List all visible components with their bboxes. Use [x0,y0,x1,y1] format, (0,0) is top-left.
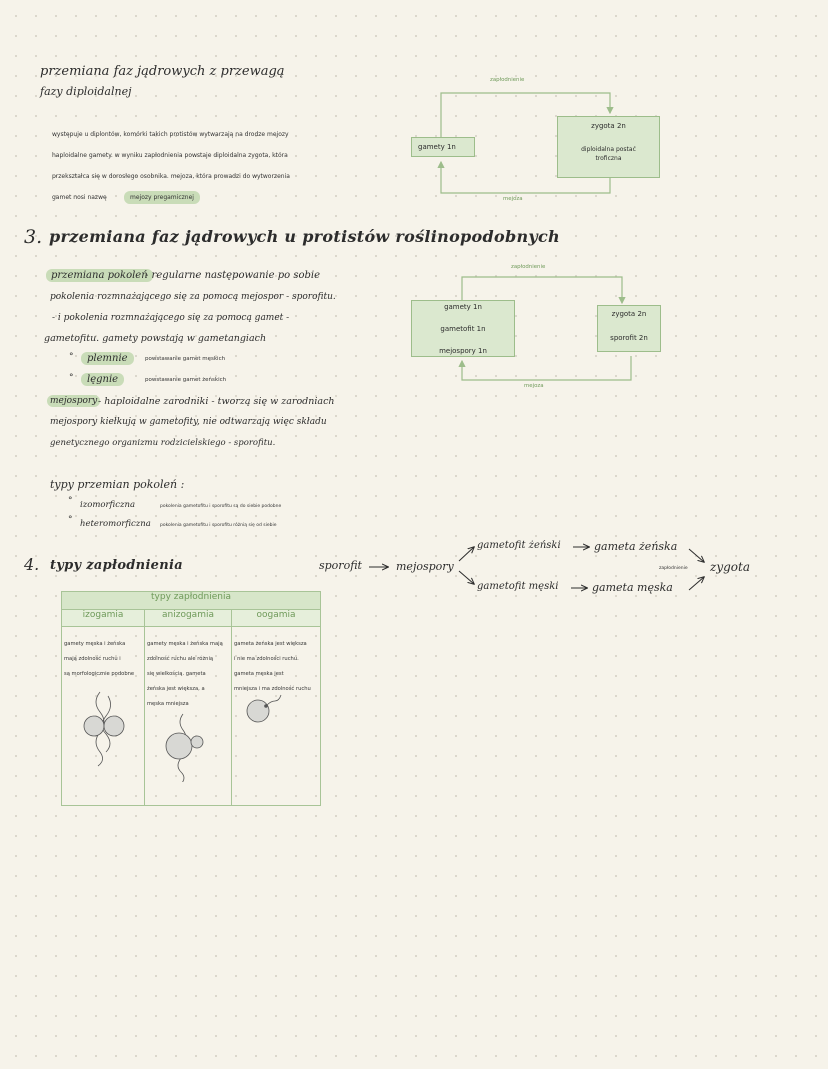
diagram1-trophic-label: troficzna [595,155,622,162]
flow-meiospores: mejospory [396,560,454,573]
diagram1-zygote-label: zygota 2n [591,122,626,130]
table-cell-anisogamy [145,627,232,806]
section3-line: pokolenia rozmnażającego się za pomocą mejospor - sporofitu. [50,292,336,302]
cell-line: są morfologicznie podobne [64,671,135,677]
diagram3-haploid-box [411,300,515,357]
flow-sporophyte: sporofit [319,559,362,572]
bullet-desc: powstawanie gamet żeńskich [145,377,227,383]
flow-zygote: zygota [710,560,750,574]
diagram1-meiosis-label: mejoza [503,196,523,202]
section1-line: gamet nosi nazwę [52,194,107,201]
cell-line: gamety męska i żeńska mają [147,641,223,647]
diagram3-sporophyte-label: sporofit 2n [610,334,648,342]
type-desc: pokolenia gametofitu i sporofitu różnią się od siebie [160,523,277,528]
section3-number: 3. [24,226,43,248]
bullet-icon: ° [69,352,74,362]
diagram1-diploid-label: diploidalna postać [581,146,636,153]
bullet-desc: powstawanie gamet męskich [145,356,226,362]
bullet-term: lęgnie [81,373,124,386]
cell-line: mają zdolność ruchu i [64,656,121,662]
section3-line: mejospory kiełkują w gametofity, nie odtwarzają więc składu [50,417,327,427]
diagram1-fertilization-label: zapłodnienie [490,77,525,83]
section1-line: przekształca się w dorosłego osobnika. mejoza, która prowadzi do wytworzenia [52,173,290,180]
flow-fertilization: zapłodnienie [659,566,688,571]
section3-types-title: typy przemian pokoleń : [50,478,185,491]
flow-gametophyte-male: gametofit męski [477,581,559,592]
section3-line: - i pokolenia rozmnażającego się za pomocą gamet - [52,313,290,323]
section1-title: przemiana faz jądrowych z przewagą [40,64,285,79]
section3-line: gametofitu. gamety powstają w gametangiach [44,333,267,344]
section3-line: genetycznego organizmu rodzicielskiego - sporofitu. [50,438,276,448]
diagram1-gametes-box [411,137,475,157]
section1-highlight: mejozy pregamicznej [124,191,200,204]
cell-line: gamety męska i żeńska [64,641,126,647]
cell-line: się wielkością. gameta [147,671,206,677]
section1-line: haploidalne gamety. w wyniku zapłodnienia powstaje diploidalna zygota, która [52,152,288,159]
diagram1-gametes-label: gamety 1n [418,143,456,151]
diagram3-zygote-label: zygota 2n [611,310,647,318]
diagram3-diploid-box [597,305,661,352]
diagram3-gametophyte-label: gametofit 1n [440,325,486,333]
table-cell-oogamy [232,627,321,806]
flow-gamete-female: gameta żeńska [594,540,678,553]
isogamy-drawing [64,688,144,768]
cell-line: zdolność ruchu ale różnią [147,656,214,662]
fertilization-types-table [61,591,321,806]
section1-line: występuje u diplontów, komórki takich protistów wytwarzają na drodze mejozy [52,131,289,138]
bullet-term: plemnie [81,352,134,365]
type-desc: pokolenia gametofitu i sporofitu są do siebie podobne [160,504,282,509]
flow-gamete-male: gameta męska [592,581,673,594]
section4-title: typy zapłodnienia [50,558,183,573]
section4-number: 4. [24,555,40,574]
cell-line: męska mniejsza [147,701,189,707]
diagram3-meiospores-label: mejospory 1n [439,347,487,355]
type-term: izomorficzna [80,500,136,510]
diagram3-fertilization-label: zapłodnienie [511,264,546,270]
cell-line: żeńska jest większa, a [147,686,205,692]
section3-line: - haploidalne zarodniki - tworzą się w zarodniach [98,396,335,407]
diagram3-gametes-label: gamety 1n [444,303,482,311]
cell-line: gameta męska jest [234,671,284,677]
diagram3-meiosis-label: mejoza [524,383,544,389]
cell-line: gameta żeńska jest większa [234,641,307,647]
table-title: typy zapłodnienia [62,592,321,610]
bullet-icon: ° [68,515,73,525]
diagram1-zygote-box [557,116,660,178]
section3-line: - regularne następowanie po sobie [145,270,320,281]
table-header-isogamy: izogamia [62,610,145,627]
table-header-anisogamy: anizogamia [145,610,232,627]
anisogamy-drawing [151,712,231,782]
bullet-icon: ° [69,373,74,383]
section1-subtitle: fazy diploidalnej [40,85,132,98]
section3-term-meiospores: mejospory [47,395,100,407]
flow-gametophyte-female: gametofit żeński [477,540,561,551]
cell-line: mniejsza i ma zdolność ruchu [234,686,311,692]
table-cell-isogamy [62,627,145,806]
section3-term-generations: przemiana pokoleń [46,269,153,282]
type-term: heteromorficzna [80,519,151,529]
cell-line: i nie ma zdolności ruchu. [234,656,299,662]
table-header-oogamy: oogamia [232,610,321,627]
section3-title: przemiana faz jądrowych u protistów roślinopodobnych [49,227,560,246]
bullet-icon: ° [68,496,73,506]
